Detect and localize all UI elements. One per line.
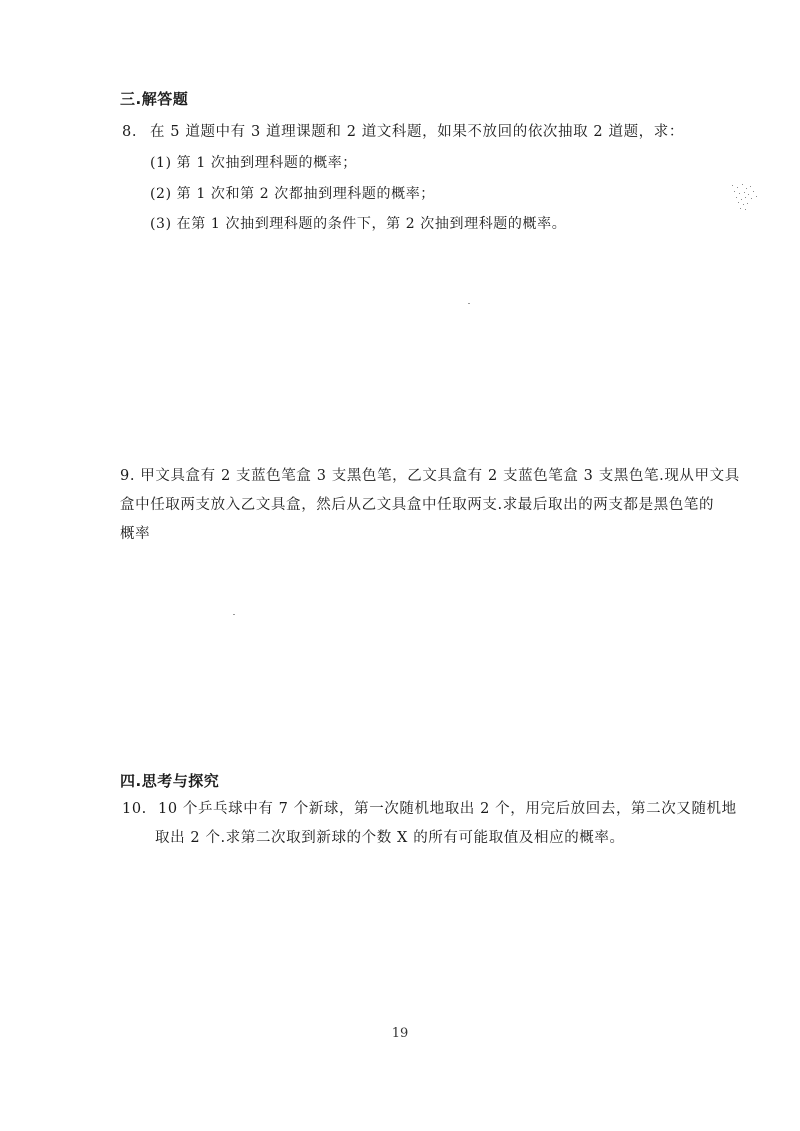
question-10-line-2: 取出 2 个.求第二次取到新球的个数 X 的所有可能取值及相应的概率。 [155, 830, 625, 846]
question-8-item-3: (3) 在第 1 次抽到理科题的条件下，第 2 次抽到理科题的概率。 [150, 216, 567, 232]
question-10-line-1 [122, 799, 737, 819]
question-9-line-1: 9. 甲文具盒有 2 支蓝色笔盒 3 支黑色笔，乙文具盒有 2 支蓝色笔盒 3 支黑色笔.现从甲文具 [120, 468, 740, 484]
question-8-stem: 在 5 道题中有 3 道理课题和 2 道文科题，如果不放回的依次抽取 2 道题，求： [150, 124, 684, 140]
question-9-line-2: 盒中任取两支放入乙文具盒，然后从乙文具盒中任取两支.求最后取出的两支都是黑色笔的 [120, 497, 715, 513]
scan-noise-mark [728, 182, 764, 214]
scan-speck [233, 614, 235, 615]
question-8-stem-line [122, 122, 684, 142]
question-10-number: 10. [122, 801, 147, 817]
page-number: 19 [391, 1026, 409, 1041]
scan-speck [468, 303, 470, 304]
question-9-line-3: 概率 [120, 526, 151, 542]
question-8-number: 8. [122, 124, 138, 140]
question-10-text-line-1: 10 个乒乓球中有 7 个新球，第一次随机地取出 2 个，用完后放回去，第二次又随机地 [158, 801, 737, 817]
section-heading-solve: 三.解答题 [120, 90, 189, 108]
question-8-item-2: (2) 第 1 次和第 2 次都抽到理科题的概率； [150, 186, 435, 202]
question-8-item-1: (1) 第 1 次抽到理科题的概率； [150, 155, 357, 171]
section-heading-explore: 四.思考与探究 [120, 772, 220, 790]
